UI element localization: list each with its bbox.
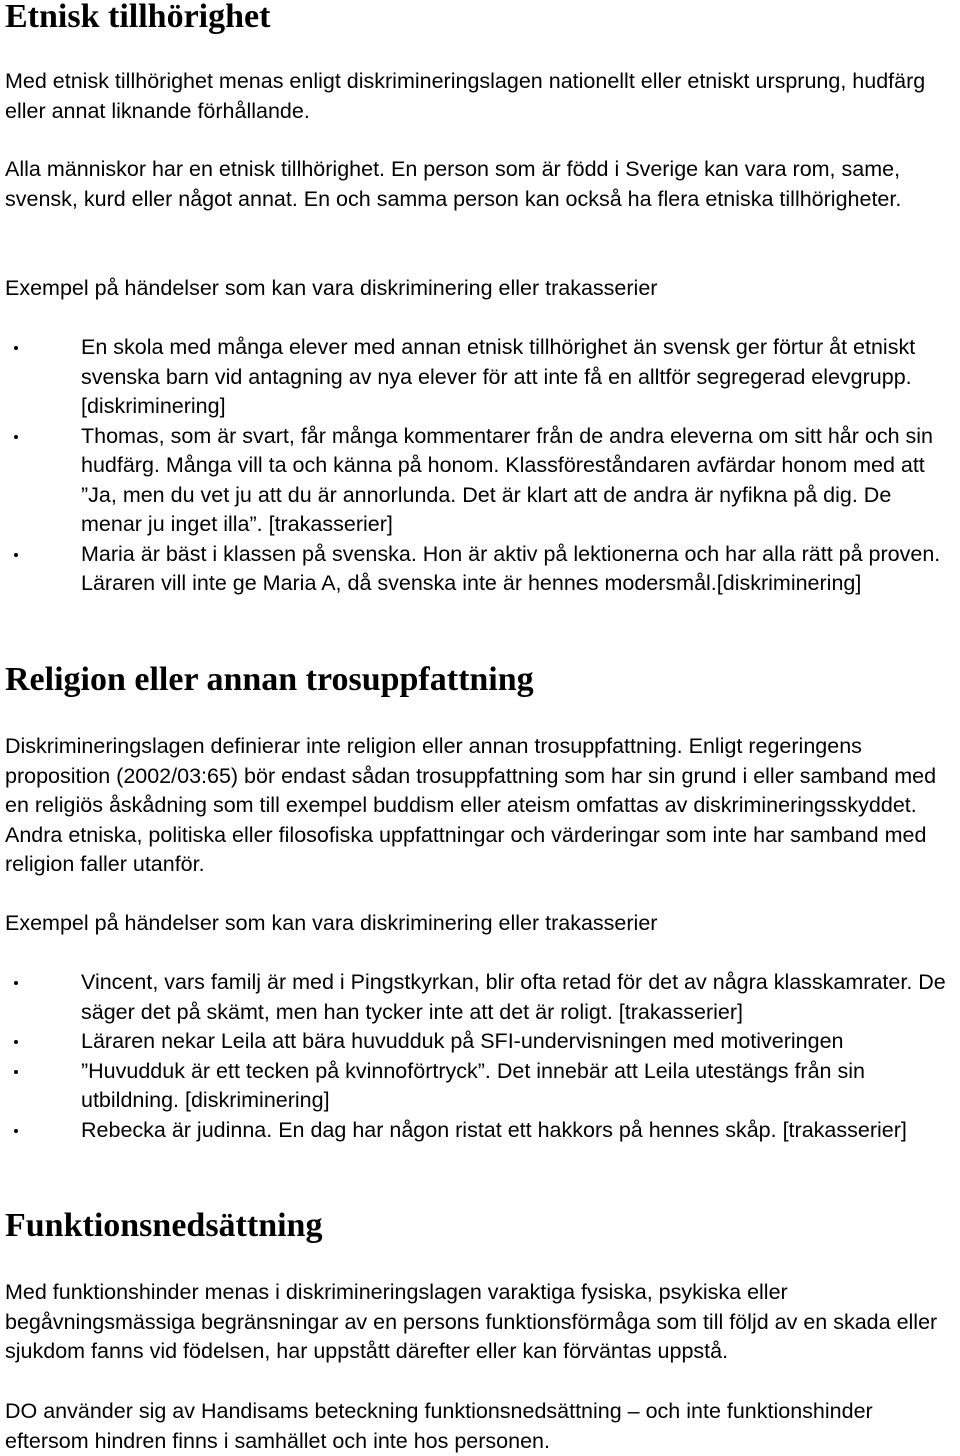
list-item: [0, 333, 956, 422]
list-item-text: Thomas, som är svart, får många kommentarer från de andra eleverna om sitt hår och sin hudfärg. Många vill ta och känna på honom. Klassföreståndaren avfärdar honom med att ”Ja, men du vet ju att du är annorlunda. Det är klart att de andra är nyfikna på dig. De menar ju inget illa”. [trakasserier]: [81, 423, 934, 536]
examples-list-religion: [0, 968, 956, 1145]
examples-list-etnisk: [0, 333, 956, 599]
examples-heading-religion: Exempel på händelser som kan vara diskriminering eller trakasserier: [5, 911, 658, 935]
list-item-text: Maria är bäst i klassen på svenska. Hon är aktiv på lektionerna och har alla rätt på proven. Läraren vill inte ge Maria A, då svenska inte är hennes modersmål.[diskriminering]: [81, 541, 941, 595]
list-item: [0, 1027, 956, 1057]
list-item: [0, 1057, 956, 1116]
paragraph-funktionshinder-definition: Med funktionshinder menas i diskrimineringslagen varaktiga fysiska, psykiska eller begåvningsmässiga begränsningar av en persons funktionsförmåga som till följd av en skada eller sjukdom fanns vid födelsen, har uppstått därefter eller kan förväntas uppstå.: [5, 1280, 938, 1363]
bullet-icon: [14, 1070, 18, 1074]
examples-heading-etnisk: Exempel på händelser som kan vara diskriminering eller trakasserier: [5, 276, 658, 300]
section-heading-funktionsnedsattning: Funktionsnedsättning: [5, 1207, 323, 1244]
bullet-icon: [14, 1129, 18, 1133]
list-item: [0, 1116, 956, 1146]
list-item: [0, 540, 956, 599]
list-item: [0, 968, 956, 1027]
paragraph-etnisk-tillhorighet: Alla människor har en etnisk tillhörighet. En person som är född i Sverige kan vara rom, same, svensk, kurd eller något annat. En och samma person kan också ha flera etniska tillhörigheter.: [5, 157, 902, 211]
section-heading-etnisk: Etnisk tillhörighet: [5, 0, 271, 35]
list-item-text: Vincent, vars familj är med i Pingstkyrkan, blir ofta retad för det av några klasskamrater. De säger det på skämt, men han tycker inte att det är roligt. [trakasserier]: [81, 970, 946, 1024]
bullet-icon: [14, 435, 18, 439]
list-item-text: En skola med många elever med annan etnisk tillhörighet än svensk ger förtur åt etniskt svenska barn vid antagning av nya elever för att inte få en alltför segregerad elevgrupp. [diskriminering]: [81, 335, 916, 418]
list-item-text: Läraren nekar Leila att bära huvudduk på SFI-undervisningen med motiveringen: [81, 1029, 844, 1053]
paragraph-definition-etnisk: Med etnisk tillhörighet menas enligt diskrimineringslagen nationellt eller etniskt ursprung, hudfärg eller annat liknande förhållande.: [5, 69, 926, 123]
list-item: [0, 422, 956, 540]
bullet-icon: [14, 1040, 18, 1044]
bullet-icon: [14, 553, 18, 557]
list-item-text: ”Huvudduk är ett tecken på kvinnoförtryck”. Det innebär att Leila utestängs från sin utbildning. [diskriminering]: [81, 1058, 865, 1112]
bullet-icon: [14, 346, 18, 350]
list-item-text: Rebecka är judinna. En dag har någon ristat ett hakkors på hennes skåp. [trakasserier]: [81, 1117, 907, 1142]
section-heading-religion: Religion eller annan trosuppfattning: [5, 661, 534, 698]
paragraph-do-beteckning: DO använder sig av Handisams beteckning funktionsnedsättning – och inte funktionshinder eftersom hindren finns i samhället och inte hos personen.: [5, 1399, 873, 1453]
bullet-icon: [14, 981, 18, 985]
paragraph-religion-definition: Diskrimineringslagen definierar inte religion eller annan trosuppfattning. Enligt regeringens proposition (2002/03:65) bör endast sådan trosuppfattning som har sin grund i eller samband med en religiös åskådning som till exempel buddism eller ateism omfattas av diskrimineringsskyddet. Andra etniska, politiska eller filosofiska uppfattningar och värderingar som inte har samband med religion faller utanför.: [5, 734, 937, 876]
